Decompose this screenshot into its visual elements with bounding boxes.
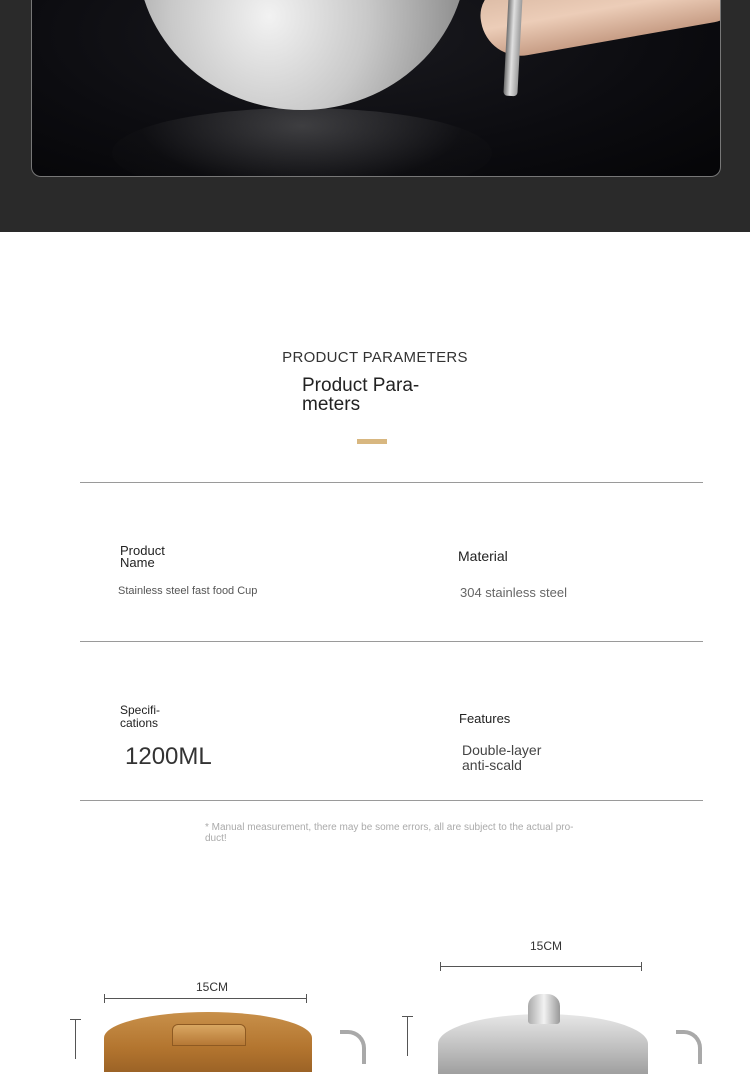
accent-bar <box>357 439 387 444</box>
wooden-lid-knob <box>172 1024 246 1046</box>
features-value-line1: Double-layer <box>462 742 542 758</box>
section-heading-en: PRODUCT PARAMETERS <box>282 349 468 366</box>
specifications-label: Specifi- cations <box>120 703 161 730</box>
product-name-value: Stainless steel fast food Cup <box>118 585 258 597</box>
divider-bottom <box>80 800 703 801</box>
dimension-line-right <box>440 966 642 967</box>
product-name-label: Product Name <box>120 543 165 570</box>
hero-section <box>0 0 750 232</box>
steel-lid-knob <box>528 994 560 1024</box>
dimension-line-left <box>104 998 307 999</box>
divider-top <box>80 482 703 483</box>
height-tick-left <box>75 1019 76 1059</box>
section-title: Product Para- meters <box>302 375 420 415</box>
product-photo-bowl <box>31 0 721 177</box>
material-value: 304 stainless steel <box>460 585 567 600</box>
cup-handle-right <box>676 1030 702 1064</box>
specifications-value: 1200ML <box>125 743 212 770</box>
cup-handle-left <box>340 1030 366 1064</box>
bowl-reflection <box>112 108 492 177</box>
features-value-line2: anti-scald <box>462 757 522 773</box>
dimension-label-right: 15CM <box>529 939 562 953</box>
divider-middle <box>80 641 703 642</box>
features-label: Features <box>459 711 511 726</box>
height-tick-right <box>407 1016 408 1056</box>
steel-bowl <box>137 0 467 110</box>
dimension-label-left: 15CM <box>195 980 228 994</box>
measurement-note: * Manual measurement, there may be some errors, all are subject to the actual pro- duct! <box>205 822 574 844</box>
material-label: Material <box>458 548 508 564</box>
